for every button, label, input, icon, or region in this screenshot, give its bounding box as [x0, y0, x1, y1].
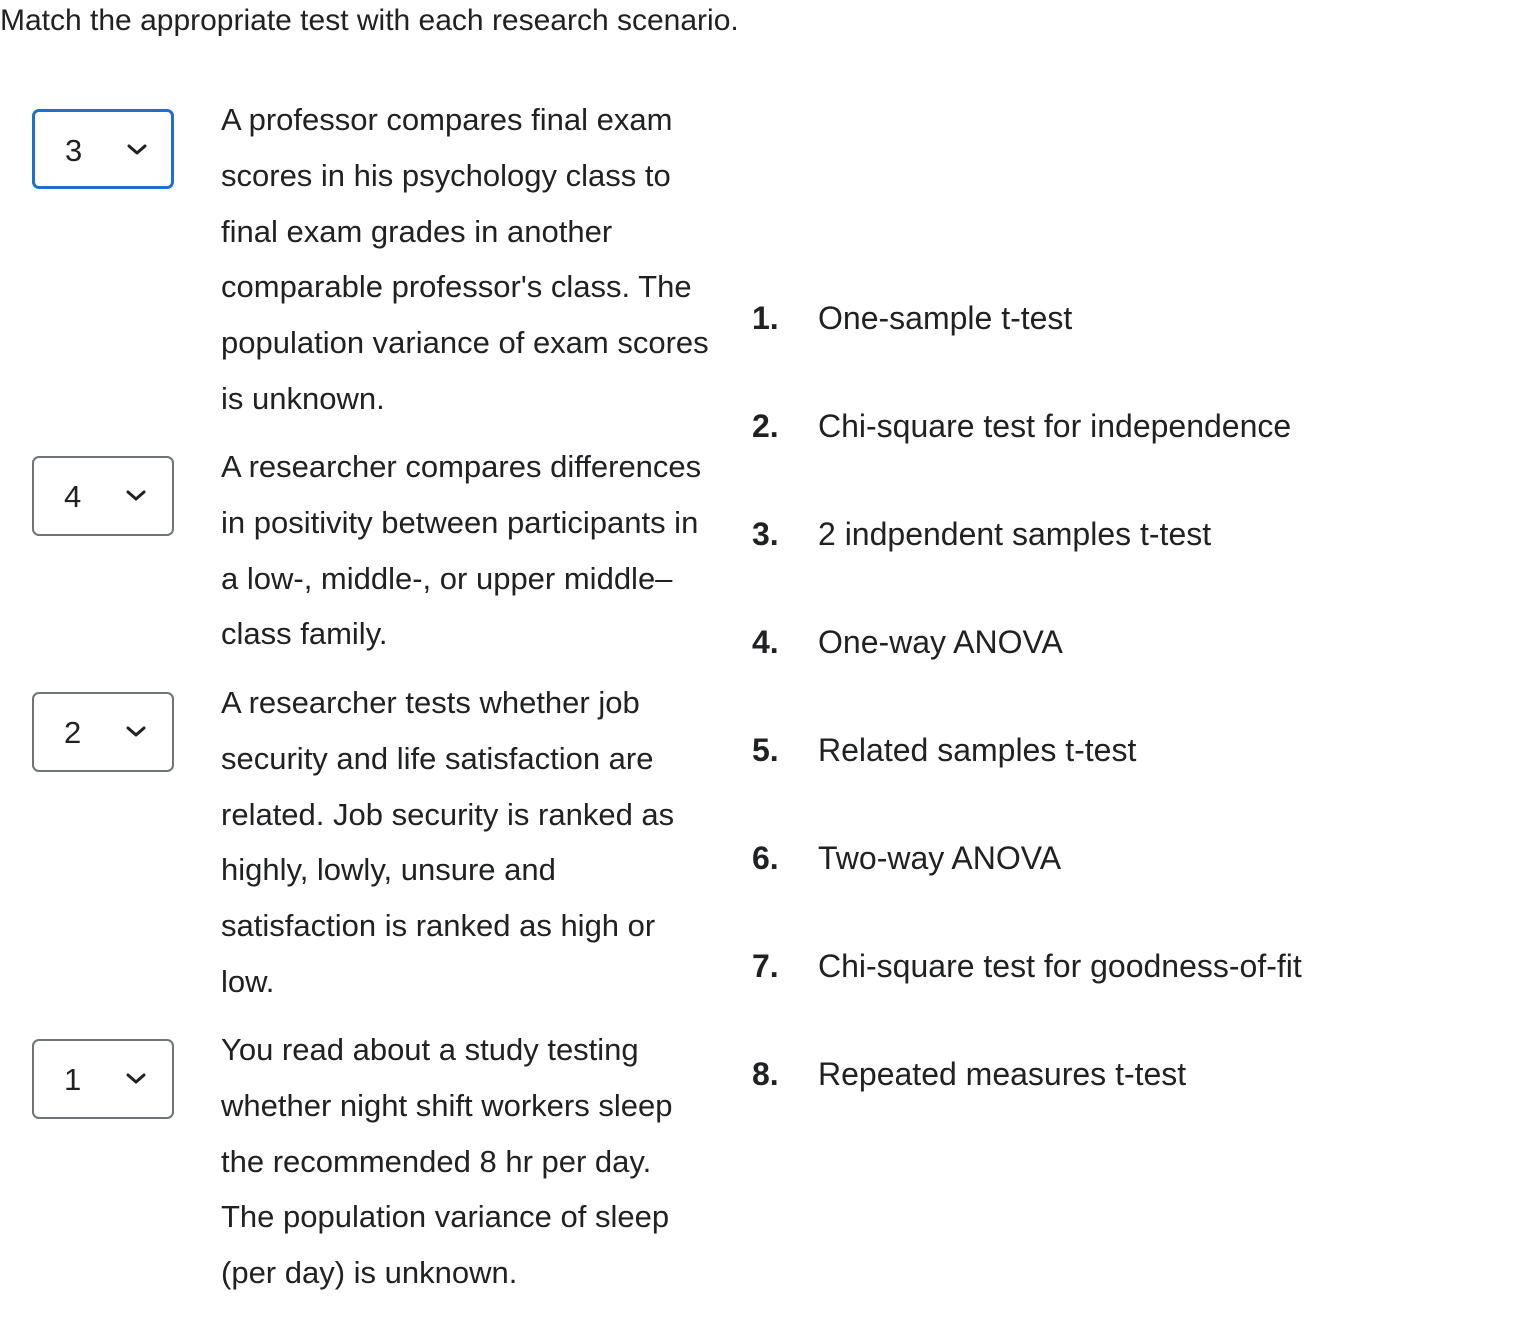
- scenario-text-2: A researcher compares differences in positivity between participants in a low-, middle-, or upper middle–class family.: [221, 449, 702, 652]
- select-value: 2: [64, 715, 82, 750]
- option-number: 2.: [752, 408, 779, 444]
- answer-option-3: [752, 506, 1512, 614]
- chevron-down-icon: [125, 142, 149, 158]
- chevron-down-icon: [124, 1071, 148, 1087]
- select-value: 3: [65, 133, 83, 168]
- select-value: 1: [64, 1062, 82, 1097]
- option-number: 6.: [752, 840, 779, 876]
- option-label: One-sample t-test: [818, 300, 1073, 336]
- match-select-3[interactable]: [32, 692, 174, 772]
- scenario-text-3: A researcher tests whether job security and life satisfaction are related. Job security is ranked as highly, lowly, unsure and satisfaction is ranked as high or low.: [221, 685, 675, 999]
- select-value: 4: [64, 479, 82, 514]
- answer-options-list: [752, 290, 1512, 1154]
- answer-option-7: [752, 938, 1512, 1046]
- match-select-1[interactable]: [32, 109, 174, 189]
- match-select-4[interactable]: [32, 1039, 174, 1119]
- option-label: Two-way ANOVA: [818, 840, 1062, 876]
- option-number: 8.: [752, 1056, 779, 1092]
- scenario-text-4: You read about a study testing whether night shift workers sleep the recommended 8 hr per day. The population variance of sleep (per day) is unknown.: [221, 1032, 673, 1291]
- option-label: One-way ANOVA: [818, 624, 1063, 660]
- answer-option-1: [752, 290, 1512, 398]
- option-label: Repeated measures t-test: [818, 1056, 1187, 1092]
- option-label: Related samples t-test: [818, 732, 1137, 768]
- option-number: 1.: [752, 300, 779, 336]
- chevron-down-icon: [124, 488, 148, 504]
- match-select-2[interactable]: [32, 456, 174, 536]
- answer-option-5: [752, 722, 1512, 830]
- option-number: 4.: [752, 624, 779, 660]
- answer-option-2: [752, 398, 1512, 506]
- option-label: Chi-square test for goodness-of-fit: [818, 948, 1302, 984]
- option-number: 5.: [752, 732, 779, 768]
- option-number: 3.: [752, 516, 779, 552]
- scenario-text-1: A professor compares final exam scores in his psychology class to final exam grades in another comparable professor's class. The population variance of exam scores is unknown.: [221, 102, 709, 416]
- option-label: 2 indpendent samples t-test: [818, 516, 1212, 552]
- option-label: Chi-square test for independence: [818, 408, 1292, 444]
- answer-option-6: [752, 830, 1512, 938]
- option-number: 7.: [752, 948, 779, 984]
- answer-option-8: [752, 1046, 1512, 1154]
- answer-option-4: [752, 614, 1512, 722]
- question-prompt: Match the appropriate test with each research scenario.: [0, 4, 739, 37]
- chevron-down-icon: [124, 724, 148, 740]
